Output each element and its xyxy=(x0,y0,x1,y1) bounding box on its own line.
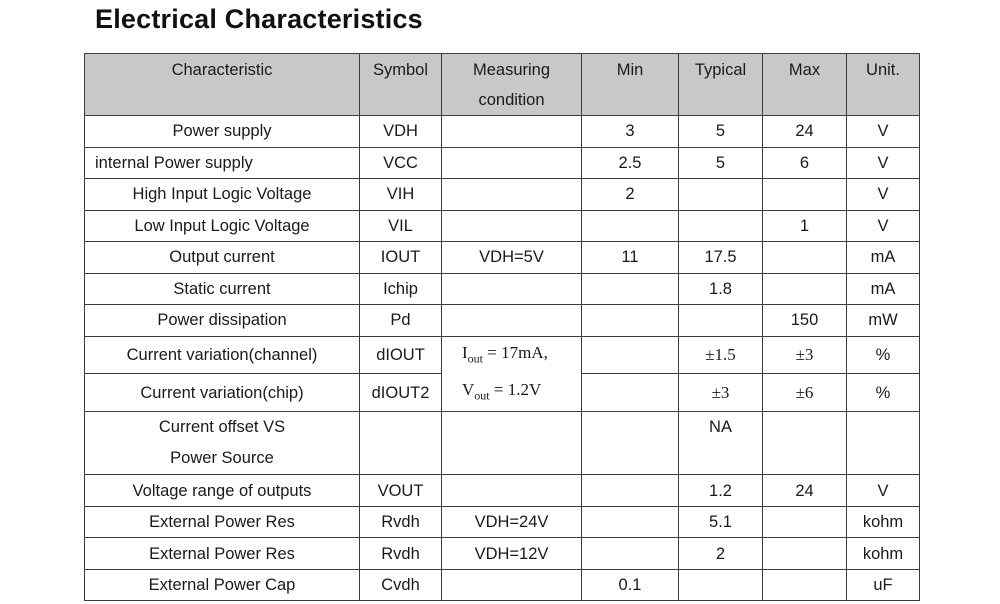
cell-condition: VDH=24V xyxy=(442,506,582,538)
cell-symbol: Rvdh xyxy=(360,506,442,538)
table-row xyxy=(85,273,920,305)
cell-condition xyxy=(442,179,582,211)
cell-characteristic: Current variation(channel) xyxy=(85,336,360,374)
cell-min: 11 xyxy=(582,242,679,274)
header-unit: Unit. xyxy=(847,54,920,116)
condition-vout: $V_{out} = 1.2V$ xyxy=(462,379,542,403)
cell-max: 24 xyxy=(763,116,847,148)
cell-symbol: VIL xyxy=(360,210,442,242)
cell-min xyxy=(582,336,679,374)
cell-characteristic: External Power Cap xyxy=(85,569,360,601)
cell-min: 2.5 xyxy=(582,147,679,179)
cell-max xyxy=(763,179,847,211)
cell-characteristic: Power supply xyxy=(85,116,360,148)
cell-characteristic: Static current xyxy=(85,273,360,305)
cell-min xyxy=(582,305,679,337)
header-max: Max xyxy=(763,54,847,116)
cell-typical: ±1.5 xyxy=(679,336,763,374)
cell-unit: mA xyxy=(847,242,920,274)
header-measuring-condition xyxy=(442,54,582,116)
cell-characteristic xyxy=(85,412,360,475)
header-typical: Typical xyxy=(679,54,763,116)
cell-typical xyxy=(679,210,763,242)
cell-unit: mA xyxy=(847,273,920,305)
table-header xyxy=(85,54,920,116)
cell-characteristic: High Input Logic Voltage xyxy=(85,179,360,211)
table-row xyxy=(85,210,920,242)
cell-min: 2 xyxy=(582,179,679,211)
cell-typical: 1.8 xyxy=(679,273,763,305)
cell-typical: 5 xyxy=(679,116,763,148)
cell-condition xyxy=(442,147,582,179)
header-min: Min xyxy=(582,54,679,116)
table-row xyxy=(85,116,920,148)
cell-min xyxy=(582,374,679,412)
header-measuring-line2: condition xyxy=(478,91,545,109)
header-characteristic: Characteristic xyxy=(85,54,360,116)
cell-max xyxy=(763,412,847,475)
cell-symbol xyxy=(360,412,442,475)
cell-characteristic: External Power Res xyxy=(85,538,360,570)
cell-min xyxy=(582,273,679,305)
cell-max: ±6 xyxy=(763,374,847,412)
table-row xyxy=(85,336,920,374)
cell-characteristic: Current variation(chip) xyxy=(85,374,360,412)
cell-max xyxy=(763,569,847,601)
cell-characteristic: Voltage range of outputs xyxy=(85,475,360,507)
cell-symbol: VIH xyxy=(360,179,442,211)
cell-typical: ±3 xyxy=(679,374,763,412)
condition-iout: $I_{out} = 17mA$, xyxy=(462,342,548,365)
cell-unit: % xyxy=(847,336,920,374)
cell-max xyxy=(763,273,847,305)
cell-min xyxy=(582,412,679,475)
cell-condition xyxy=(442,273,582,305)
cell-unit: mW xyxy=(847,305,920,337)
table-row xyxy=(85,506,920,538)
header-measuring-line1: Measuring xyxy=(472,61,551,79)
cell-condition xyxy=(442,305,582,337)
cell-unit xyxy=(847,412,920,475)
cell-characteristic: Power dissipation xyxy=(85,305,360,337)
cell-condition: VDH=5V xyxy=(442,242,582,274)
cell-symbol: dIOUT xyxy=(360,336,442,374)
table-row xyxy=(85,569,920,601)
cell-symbol: Pd xyxy=(360,305,442,337)
cell-characteristic-line2: Power Source xyxy=(170,449,274,468)
cell-max: 150 xyxy=(763,305,847,337)
cell-typical xyxy=(679,179,763,211)
cell-unit: kohm xyxy=(847,538,920,570)
cell-unit: uF xyxy=(847,569,920,601)
cell-min xyxy=(582,538,679,570)
cell-typical: 17.5 xyxy=(679,242,763,274)
cell-max xyxy=(763,538,847,570)
header-symbol: Symbol xyxy=(360,54,442,116)
table-row xyxy=(85,179,920,211)
electrical-characteristics-table xyxy=(84,53,920,601)
table-row xyxy=(85,412,920,475)
cell-unit: V xyxy=(847,475,920,507)
cell-typical: 1.2 xyxy=(679,475,763,507)
cell-condition xyxy=(442,569,582,601)
cell-characteristic: internal Power supply xyxy=(85,147,360,179)
cell-condition xyxy=(442,116,582,148)
table-row xyxy=(85,538,920,570)
cell-max xyxy=(763,506,847,538)
cell-max: ±3 xyxy=(763,336,847,374)
cell-typical xyxy=(679,305,763,337)
cell-unit: kohm xyxy=(847,506,920,538)
cell-characteristic: Low Input Logic Voltage xyxy=(85,210,360,242)
table-row xyxy=(85,242,920,274)
cell-symbol: Ichip xyxy=(360,273,442,305)
cell-unit: V xyxy=(847,210,920,242)
cell-unit: V xyxy=(847,179,920,211)
table-row xyxy=(85,147,920,179)
header-row xyxy=(85,54,920,116)
cell-unit: % xyxy=(847,374,920,412)
table-body xyxy=(85,116,920,601)
cell-condition: VDH=12V xyxy=(442,538,582,570)
cell-symbol: Rvdh xyxy=(360,538,442,570)
cell-min xyxy=(582,506,679,538)
cell-characteristic: External Power Res xyxy=(85,506,360,538)
page-title: Electrical Characteristics xyxy=(95,4,423,34)
cell-condition xyxy=(442,210,582,242)
cell-unit: V xyxy=(847,147,920,179)
table-row xyxy=(85,475,920,507)
cell-min: 3 xyxy=(582,116,679,148)
cell-condition xyxy=(442,412,582,475)
cell-symbol: VOUT xyxy=(360,475,442,507)
cell-typical xyxy=(679,569,763,601)
cell-symbol: VDH xyxy=(360,116,442,148)
cell-characteristic: Output current xyxy=(85,242,360,274)
cell-min xyxy=(582,475,679,507)
table-row xyxy=(85,305,920,337)
cell-condition-merged xyxy=(442,336,582,412)
cell-typical: 2 xyxy=(679,538,763,570)
cell-max: 24 xyxy=(763,475,847,507)
cell-max: 6 xyxy=(763,147,847,179)
cell-symbol: Cvdh xyxy=(360,569,442,601)
cell-typical: 5.1 xyxy=(679,506,763,538)
cell-symbol: dIOUT2 xyxy=(360,374,442,412)
cell-typical: 5 xyxy=(679,147,763,179)
cell-typical: NA xyxy=(679,412,763,475)
cell-characteristic-line1: Current offset VS xyxy=(158,418,286,437)
cell-max xyxy=(763,242,847,274)
cell-unit: V xyxy=(847,116,920,148)
cell-symbol: VCC xyxy=(360,147,442,179)
cell-condition xyxy=(442,475,582,507)
cell-max: 1 xyxy=(763,210,847,242)
cell-symbol: IOUT xyxy=(360,242,442,274)
cell-min xyxy=(582,210,679,242)
cell-min: 0.1 xyxy=(582,569,679,601)
